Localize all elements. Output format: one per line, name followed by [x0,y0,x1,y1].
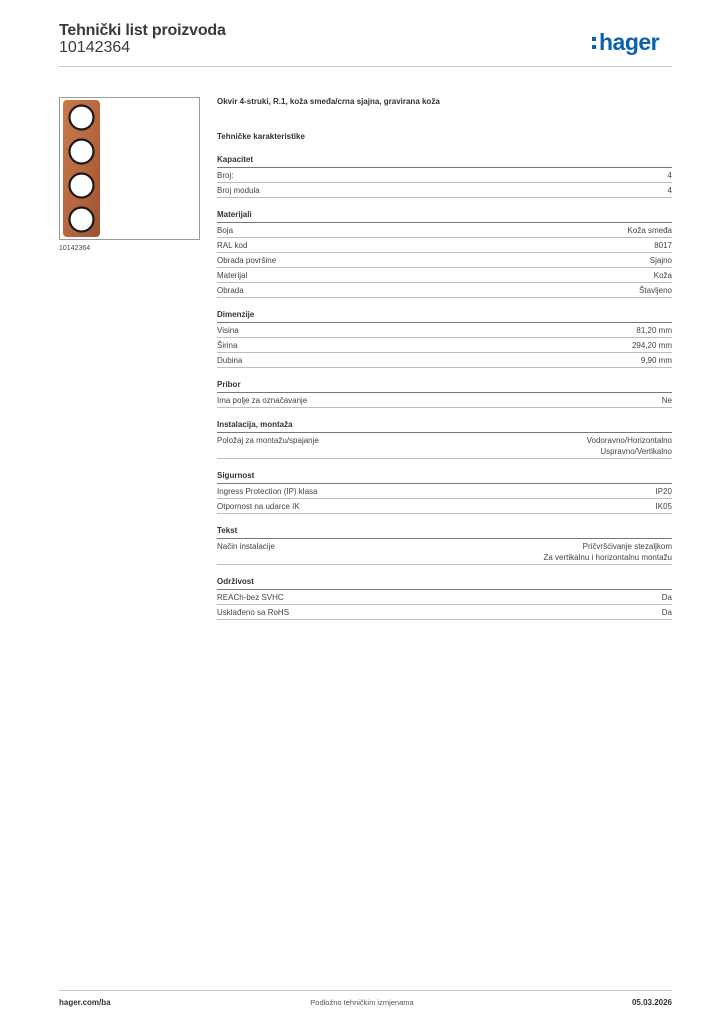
spec-row [217,539,672,565]
section-title: Sigurnost [217,470,672,484]
frame-illustration [60,98,199,239]
spec-row [217,223,672,238]
section-title: Materijali [217,209,672,223]
spec-row [217,253,672,268]
frame-opening [70,140,94,164]
spec-row [217,605,672,620]
footer-website: hager.com/ba [59,998,111,1007]
hager-logo [592,28,659,56]
spec-label: Boja [217,226,234,235]
spec-value: IK05 [655,502,672,511]
product-code: 10142364 [59,39,131,56]
footer-note: Podložno tehničkim izmjenama [310,998,414,1007]
spec-label: Obrada [217,286,244,295]
product-image [59,97,200,240]
spec-value: Ne [661,396,672,405]
product-name: Okvir 4-struki, R.1, koža smeđa/crna sjajna, gravirana koža [217,97,440,106]
logo-text: hager [599,29,660,55]
spec-row [217,238,672,253]
spec-value: Štavljeno [639,286,672,295]
spec-section [217,209,672,298]
spec-row [217,393,672,408]
page-title: Tehnički list proizvoda [59,22,226,39]
spec-value: 4 [667,186,672,195]
image-caption: 10142364 [59,245,91,252]
spec-row [217,168,672,183]
spec-label: Broj modula [217,186,260,195]
spec-value: Pričvršćivanje stezaljkom Za vertikalnu i horizontalnu montažu [543,542,672,562]
section-title: Dimenzije [217,309,672,323]
spec-section [217,576,672,620]
frame-opening [70,208,94,232]
spec-label: Otpornost na udarce IK [217,502,300,511]
spec-label: Usklađeno sa RoHS [217,608,290,617]
spec-label: Način instalacije [217,542,275,551]
section-title: Kapacitet [217,154,672,168]
spec-value: 8017 [654,241,672,250]
spec-label: Širina [217,341,238,350]
spec-row [217,283,672,298]
tech-heading: Tehničke karakteristike [217,132,305,141]
spec-label: RAL kod [217,241,248,250]
section-title: Pribor [217,379,672,393]
spec-label: Obrada površine [217,256,277,265]
section-title: Održivost [217,576,672,590]
spec-value: Koža [653,271,672,280]
spec-label: Materijal [217,271,248,280]
spec-row [217,323,672,338]
spec-value: Da [661,593,672,602]
spec-value: Sjajno [649,256,672,265]
header-divider [59,66,672,67]
spec-row [217,499,672,514]
spec-label: REACh-bez SVHC [217,593,284,602]
spec-label: Broj: [217,171,234,180]
spec-content [217,96,672,620]
spec-label: Dubina [217,356,243,365]
spec-sections [217,154,672,620]
spec-value: 9,90 mm [640,356,672,365]
spec-label: Visina [217,326,239,335]
spec-section [217,525,672,565]
spec-value: Koža smeđa [627,226,672,235]
spec-section [217,470,672,514]
spec-section [217,379,672,408]
spec-value: 81,20 mm [636,326,672,335]
spec-row [217,338,672,353]
frame-opening [70,106,94,130]
spec-label: Položaj za montažu/spajanje [217,436,319,445]
section-title: Instalacija, montaža [217,419,672,433]
spec-row [217,590,672,605]
spec-value: 4 [667,171,672,180]
spec-row [217,484,672,499]
frame-opening [70,174,94,198]
footer-date: 05.03.2026 [631,998,672,1007]
spec-section [217,419,672,459]
spec-row [217,353,672,368]
spec-value: 294,20 mm [631,341,672,350]
spec-label: Ingress Protection (IP) klasa [217,487,318,496]
spec-value: Vodoravno/Horizontalno Uspravno/Vertikalno [586,436,672,456]
spec-section [217,154,672,198]
footer-divider [59,990,672,991]
spec-row [217,183,672,198]
spec-value: Da [661,608,672,617]
spec-row [217,268,672,283]
spec-label: Ima polje za označavanje [217,396,308,405]
spec-row [217,433,672,459]
spec-section [217,309,672,368]
section-title: Tekst [217,525,672,539]
logo-colon-icon [592,28,597,56]
spec-value: IP20 [655,487,672,496]
